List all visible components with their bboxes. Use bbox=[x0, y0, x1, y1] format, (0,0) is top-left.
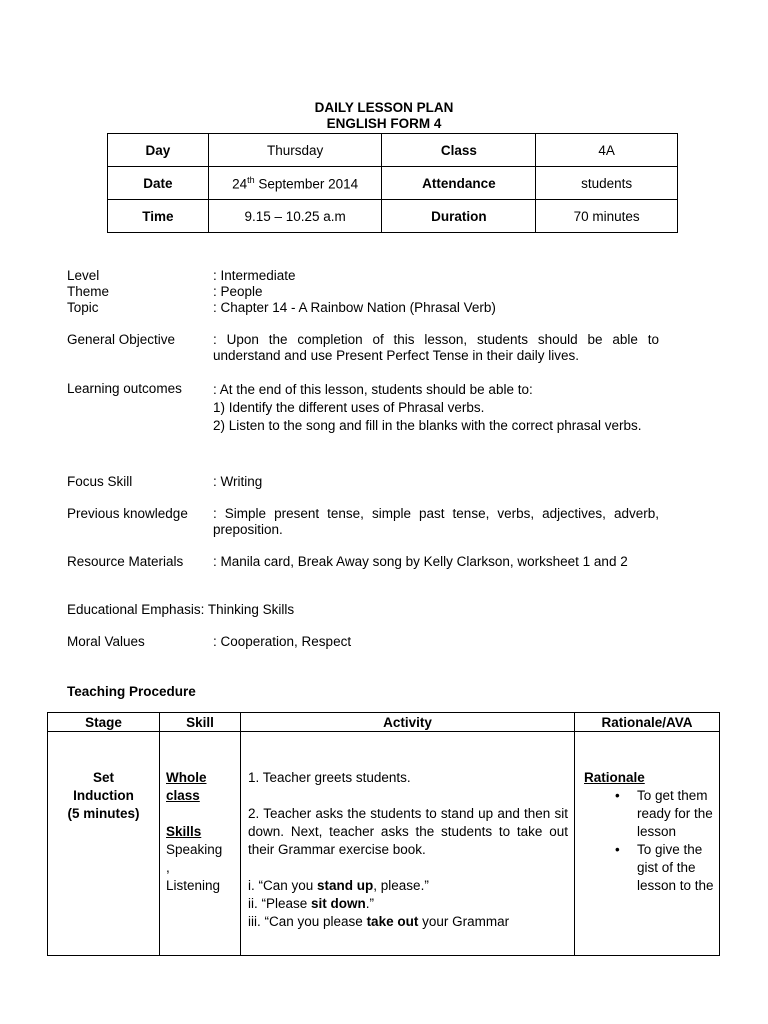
activity-i-post: , please.” bbox=[373, 878, 429, 893]
bullet-icon: • bbox=[615, 788, 620, 803]
skill-skills-heading: Skills bbox=[166, 824, 202, 839]
info-row-time bbox=[108, 200, 678, 233]
document-subtitle: ENGLISH FORM 4 bbox=[326, 116, 442, 131]
skill-listening: Listening bbox=[166, 878, 221, 893]
activity-ii bbox=[248, 895, 568, 913]
activity-ii-post: .” bbox=[365, 896, 375, 911]
col-activity-header: Activity bbox=[241, 713, 575, 732]
time-label: Time bbox=[108, 200, 209, 233]
objective-label: General Objective bbox=[67, 332, 176, 347]
skill-whole-1: Whole bbox=[166, 770, 207, 785]
skill-whole-2: class bbox=[166, 788, 200, 803]
moral-label: Moral Values bbox=[67, 634, 145, 649]
date-day: 24 bbox=[232, 176, 248, 192]
time-value: 9.15 – 10.25 a.m bbox=[208, 200, 382, 233]
activity-ii-bold: sit down bbox=[311, 896, 366, 911]
level-value: : Intermediate bbox=[213, 268, 296, 283]
activity-ii-pre: ii. “Please bbox=[248, 896, 312, 911]
outcomes-intro: : At the end of this lesson, students should be able to: bbox=[213, 382, 533, 397]
rationale-list bbox=[584, 787, 715, 895]
theme-label: Theme bbox=[67, 284, 110, 299]
teaching-procedure-heading: Teaching Procedure bbox=[67, 684, 196, 699]
activity-2: 2. Teacher asks the students to stand up and then sit down. Next, teacher asks the students to take out their Grammar exercise book. bbox=[248, 806, 568, 857]
topic-value: : Chapter 14 - A Rainbow Nation (Phrasal Verb) bbox=[213, 300, 496, 315]
lesson-info-table bbox=[107, 133, 678, 233]
theme-value: : People bbox=[213, 284, 263, 299]
rationale-item-text: To get them ready for the lesson bbox=[637, 788, 713, 839]
day-label: Day bbox=[108, 134, 209, 167]
duration-label: Duration bbox=[382, 200, 536, 233]
stage-line-2: Induction bbox=[73, 788, 134, 803]
previous-label: Previous knowledge bbox=[67, 506, 188, 521]
resources-label: Resource Materials bbox=[67, 554, 184, 569]
stage-cell bbox=[48, 732, 160, 956]
skill-cell bbox=[160, 732, 241, 956]
info-row-day bbox=[108, 134, 678, 167]
attendance-value: students bbox=[536, 167, 678, 200]
skill-speaking: Speaking bbox=[166, 842, 223, 857]
rationale-heading: Rationale bbox=[584, 770, 645, 785]
skill-comma: , bbox=[166, 860, 170, 875]
outcome-1: 1) Identify the different uses of Phrasal verbs. bbox=[213, 400, 485, 415]
previous-value: : Simple present tense, simple past tense, verbs, adjectives, adverb, preposition. bbox=[213, 506, 659, 537]
procedure-row-set-induction bbox=[48, 732, 720, 956]
duration-value: 70 minutes bbox=[536, 200, 678, 233]
activity-iii-bold: take out bbox=[366, 914, 419, 929]
activity-iii-pre: iii. “Can you please bbox=[248, 914, 367, 929]
col-rationale-header: Rationale/AVA bbox=[575, 713, 720, 732]
moral-value: : Cooperation, Respect bbox=[213, 634, 352, 649]
objective-value: : Upon the completion of this lesson, students should be able to understand and use Present Perfect Tense in their daily lives. bbox=[213, 332, 659, 363]
procedure-header-row bbox=[48, 713, 720, 732]
activity-1: 1. Teacher greets students. bbox=[248, 770, 411, 785]
outcomes-value bbox=[213, 381, 659, 435]
level-label: Level bbox=[67, 268, 100, 283]
day-value: Thursday bbox=[208, 134, 382, 167]
class-value: 4A bbox=[536, 134, 678, 167]
activity-iii bbox=[248, 913, 568, 931]
rationale-cell bbox=[575, 732, 720, 956]
topic-label: Topic bbox=[67, 300, 99, 315]
stage-line-3: (5 minutes) bbox=[67, 806, 140, 821]
activity-i bbox=[248, 877, 568, 895]
stage-line-1: Set bbox=[92, 770, 114, 785]
date-value bbox=[208, 167, 382, 200]
col-skill-header: Skill bbox=[160, 713, 241, 732]
outcome-2: 2) Listen to the song and fill in the blanks with the correct phrasal verbs. bbox=[213, 418, 642, 433]
date-label: Date bbox=[108, 167, 209, 200]
rationale-item-text: To give the gist of the lesson to the bbox=[637, 842, 714, 893]
col-stage-header: Stage bbox=[48, 713, 160, 732]
date-suffix: th bbox=[247, 174, 255, 185]
activity-i-bold: stand up bbox=[317, 878, 374, 893]
date-rest: September 2014 bbox=[254, 176, 359, 192]
outcomes-label: Learning outcomes bbox=[67, 381, 182, 396]
bullet-icon: • bbox=[615, 842, 620, 857]
focus-value: : Writing bbox=[213, 474, 263, 489]
attendance-label: Attendance bbox=[382, 167, 536, 200]
activity-i-pre: i. “Can you bbox=[248, 878, 318, 893]
info-row-date bbox=[108, 167, 678, 200]
resources-value: : Manila card, Break Away song by Kelly Clarkson, worksheet 1 and 2 bbox=[213, 554, 628, 569]
teaching-procedure-table bbox=[47, 712, 720, 956]
activity-iii-post: your Grammar bbox=[418, 914, 510, 929]
focus-label: Focus Skill bbox=[67, 474, 133, 489]
activity-cell bbox=[241, 732, 575, 956]
document-title: DAILY LESSON PLAN bbox=[314, 100, 454, 115]
emphasis-text: Educational Emphasis: Thinking Skills bbox=[67, 602, 295, 617]
class-label: Class bbox=[382, 134, 536, 167]
rationale-item bbox=[615, 841, 715, 895]
rationale-item bbox=[615, 787, 715, 841]
